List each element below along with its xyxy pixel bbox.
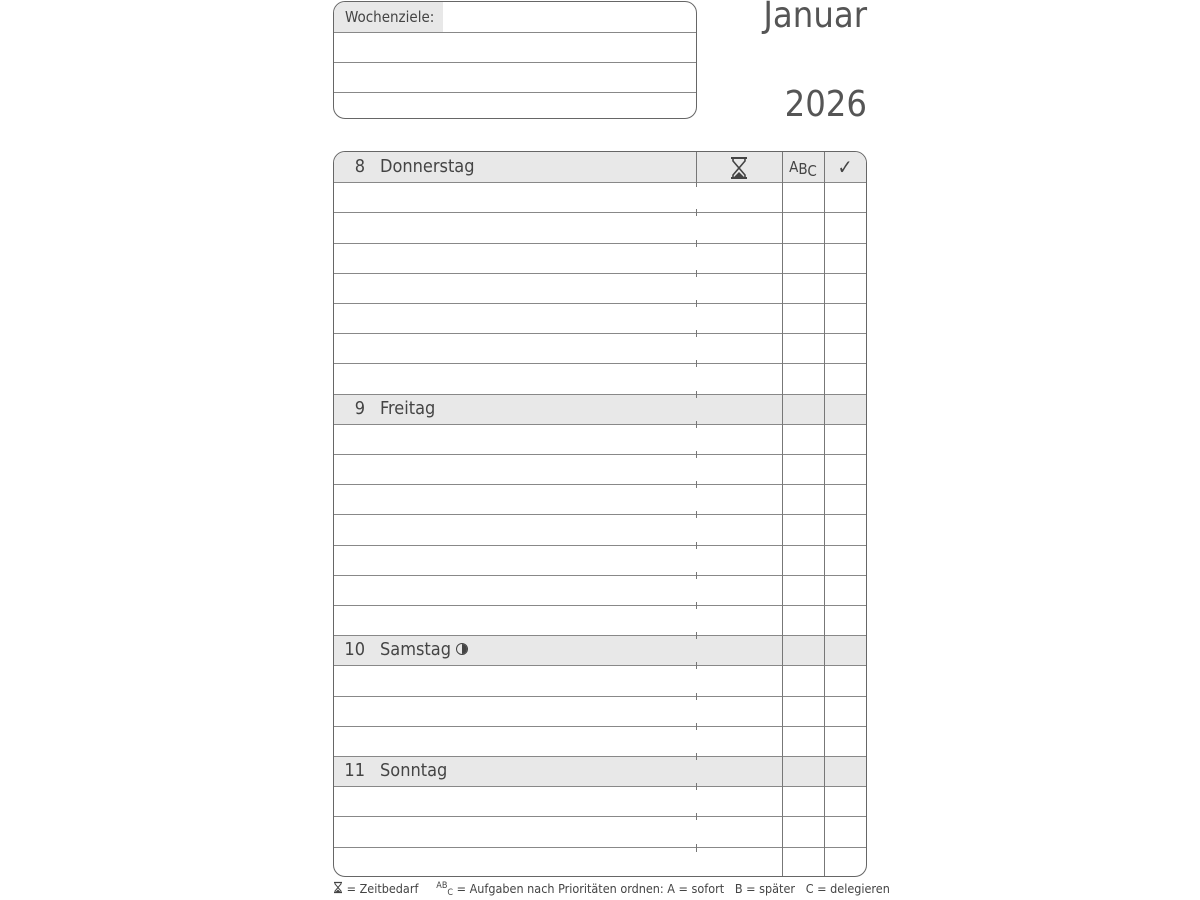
time-tick	[696, 632, 697, 639]
weekly-goals-box	[333, 1, 697, 119]
entry-line	[334, 273, 866, 274]
month-title: Januar	[763, 0, 867, 36]
time-tick	[696, 693, 697, 700]
time-tick	[696, 451, 697, 458]
abc-column-divider	[782, 152, 783, 876]
abc-letter-c: C	[807, 162, 817, 180]
entry-line	[334, 545, 866, 546]
time-tick	[696, 602, 697, 609]
legend-hourglass-icon	[333, 881, 343, 896]
half-moon-icon	[456, 643, 468, 655]
hourglass-icon	[696, 152, 782, 182]
time-tick	[696, 360, 697, 367]
day-number: 8	[354, 156, 365, 177]
entry-line	[334, 182, 866, 183]
entry-line	[334, 696, 866, 697]
entry-line	[334, 394, 866, 395]
entry-line	[334, 243, 866, 244]
goal-line	[334, 92, 696, 93]
time-tick	[696, 270, 697, 277]
legend-b-text: B = später	[734, 881, 795, 896]
abc-priority-header	[782, 152, 824, 182]
goal-line	[334, 32, 696, 33]
day-number: 9	[354, 397, 365, 419]
entry-line	[334, 363, 866, 364]
time-tick	[696, 662, 697, 669]
day-planner-grid	[333, 151, 867, 877]
time-tick	[696, 421, 697, 428]
entry-line	[334, 575, 866, 576]
time-tick	[696, 511, 697, 518]
day-name: Sonntag	[380, 760, 448, 781]
time-tick	[696, 300, 697, 307]
legend	[333, 881, 890, 898]
time-tick	[696, 813, 697, 820]
day-number: 10	[344, 639, 365, 661]
time-tick	[696, 330, 697, 337]
day-name: Freitag	[380, 397, 436, 419]
day-name: Samstag	[380, 639, 451, 661]
entry-line	[334, 333, 866, 334]
legend-abc-icon: ABC	[436, 881, 454, 898]
entry-line	[334, 816, 866, 817]
entry-line	[334, 847, 866, 848]
time-tick	[696, 723, 697, 730]
time-tick	[696, 783, 697, 790]
entry-line	[334, 605, 866, 606]
time-tick	[696, 753, 697, 760]
abc-letter-b: B	[798, 160, 808, 178]
check-column-divider	[824, 152, 825, 876]
time-tick	[696, 542, 697, 549]
abc-letter-a: A	[789, 158, 799, 176]
entry-line	[334, 726, 866, 727]
time-tick	[696, 209, 697, 216]
legend-time-text: = Zeitbedarf	[346, 881, 419, 896]
entry-line	[334, 424, 866, 425]
goal-line	[334, 62, 696, 63]
legend-abc-text: = Aufgaben nach Prioritäten ordnen: A = sofort	[456, 881, 725, 896]
entry-line	[334, 635, 866, 636]
entry-line	[334, 514, 866, 515]
year-title: 2026	[784, 84, 867, 125]
time-tick	[696, 572, 697, 579]
time-tick	[696, 481, 697, 488]
entry-line	[334, 756, 866, 757]
day-number: 11	[344, 760, 365, 781]
entry-line	[334, 212, 866, 213]
entry-line	[334, 303, 866, 304]
time-tick	[696, 845, 697, 852]
time-tick	[696, 240, 697, 247]
entry-line	[334, 786, 866, 787]
legend-c-text: C = delegieren	[805, 881, 890, 896]
time-tick	[696, 391, 697, 398]
entry-line	[334, 665, 866, 666]
entry-line	[334, 484, 866, 485]
check-icon: ✓	[837, 155, 853, 179]
entry-line	[334, 454, 866, 455]
weekly-goals-label: Wochenziele:	[334, 2, 443, 32]
day-name: Donnerstag	[380, 156, 475, 177]
